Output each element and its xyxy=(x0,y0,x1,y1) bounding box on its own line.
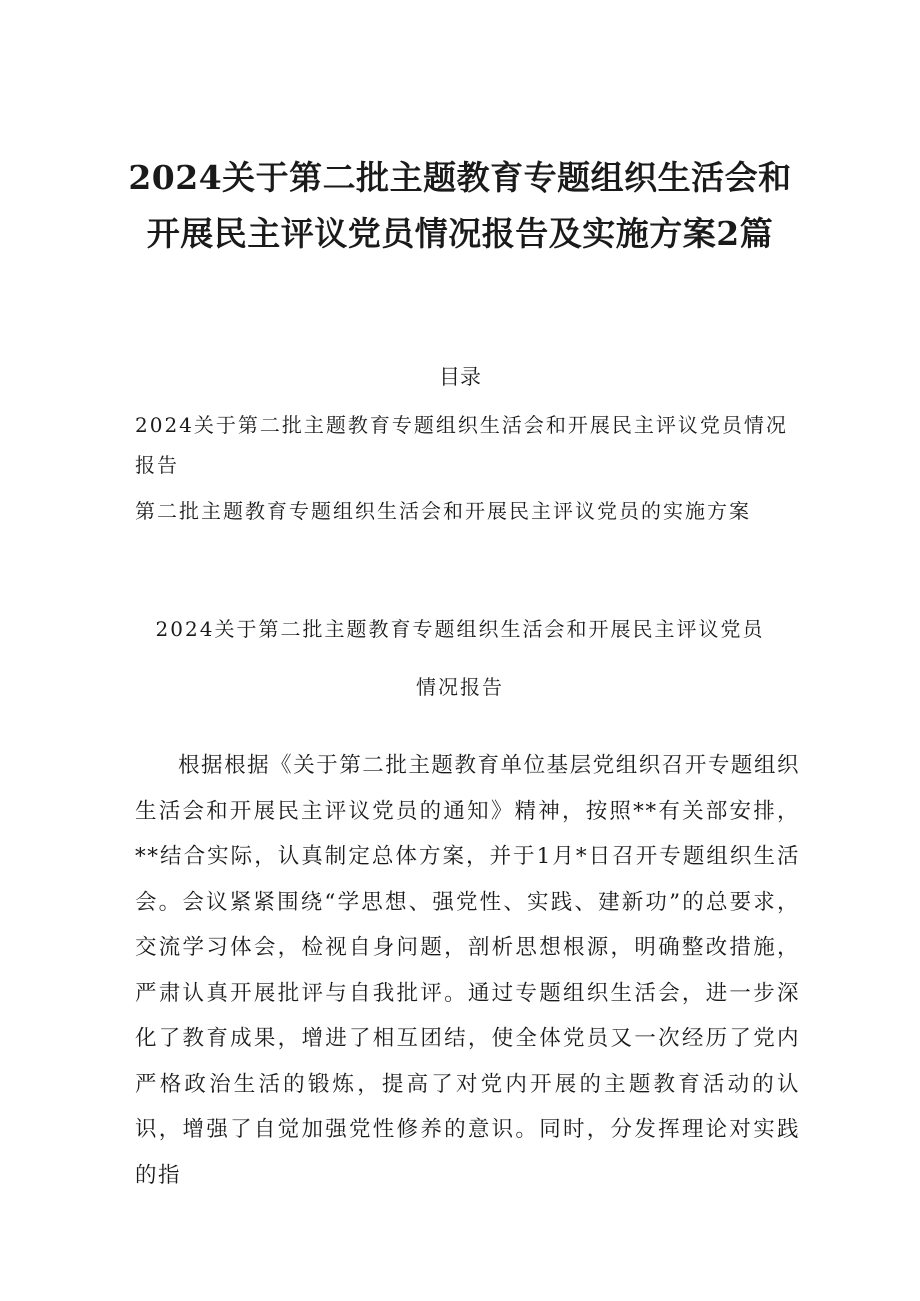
body-paragraph: 根据根据《关于第二批主题教育单位基层党组织召开专题组织生活会和开展民主评议党员的通知》精神，按照**有关部安排，**结合实际，认真制定总体方案，并于1月*日召开专题组织生活会。会议紧紧围绕“学思想、强党性、实践、建新功”的总要求，交流学习体会，检视自身问题，剖析思想根源，明确整改措施，严肃认真开展批评与自我批评。通过专题组织生活会，进一步深化了教育成果，增进了相互团结，使全体党员又一次经历了党内严格政治生活的锻炼，提高了对党内开展的主题教育活动的认识，增强了自觉加强党性修养的意识。同时，分发挥理论对实践的指 xyxy=(135,753,800,1188)
table-of-contents xyxy=(135,405,795,531)
document-title: 2024关于第二批主题教育专题组织生活会和开展民主评议党员情况报告及实施方案2篇 xyxy=(128,158,792,253)
toc-heading: 目录 xyxy=(439,365,481,389)
toc-item-plan[interactable]: 第二批主题教育专题组织生活会和开展民主评议党员的实施方案 xyxy=(135,499,751,523)
section-heading: 2024关于第二批主题教育专题组织生活会和开展民主评议党员情况报告 xyxy=(155,617,765,699)
toc-item-report[interactable]: 2024关于第二批主题教育专题组织生活会和开展民主评议党员情况报告 xyxy=(135,413,788,477)
